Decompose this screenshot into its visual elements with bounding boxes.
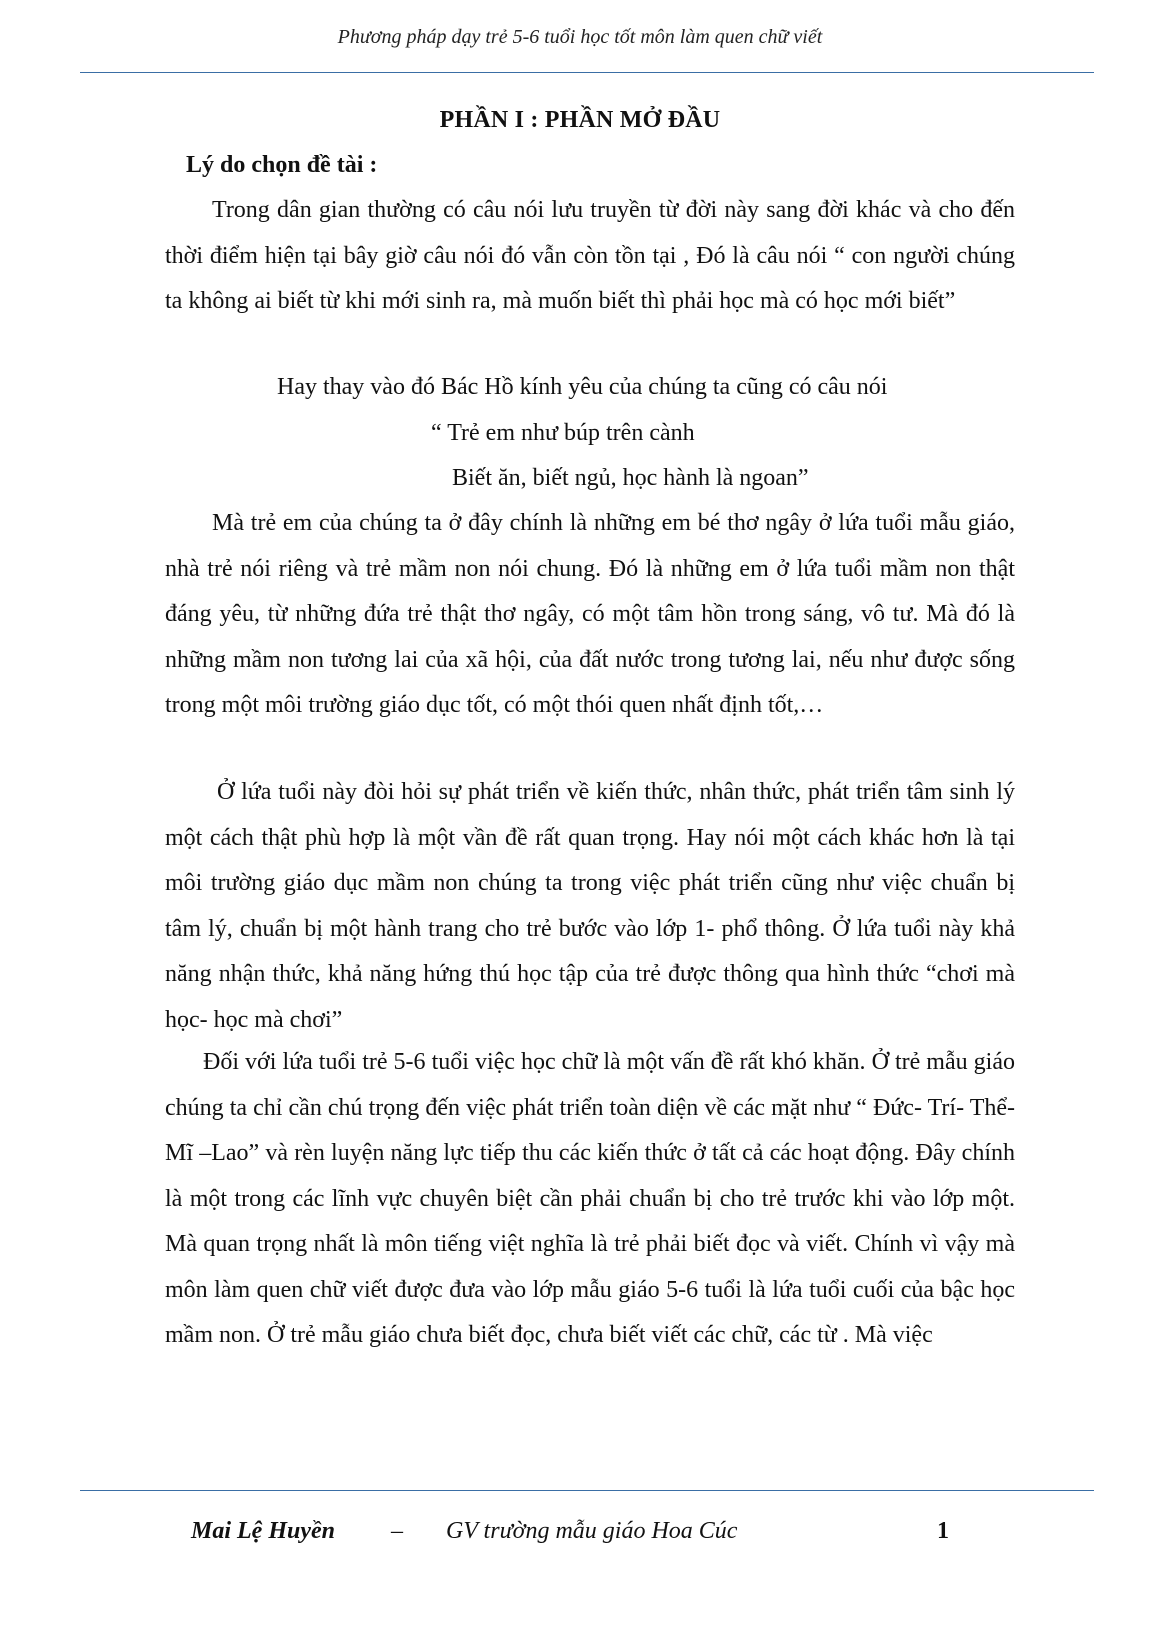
paragraph-2: Mà trẻ em của chúng ta ở đây chính là những em bé thơ ngây ở lứa tuổi mẫu giáo, nhà trẻ nói riêng và trẻ mầm non nói chung. Đó là những em ở lứa tuổi mầm non thật đáng yêu, từ những đứa trẻ thật thơ ngây, có một tâm hồn trong sáng, vô tư. Mà đó là những mầm non tương lai của xã hội, của đất nước trong tương lai, nếu như được sống trong một môi trường giáo dục tốt, có một thói quen nhất định tốt,… [165,510,1015,718]
footer-school: GV trường mẫu giáo Hoa Cúc [446,1518,738,1544]
quote-intro: Hay thay vào đó Bác Hồ kính yêu của chúng ta cũng có câu nói [277,374,888,400]
page-number: 1 [937,1518,949,1544]
section-title: PHẦN I : PHẦN MỞ ĐẦU [439,107,721,133]
footer-author: Mai Lệ Huyền [191,1518,335,1544]
paragraph-3: Ở lứa tuổi này đòi hỏi sự phát triển về kiến thức, nhân thức, phát triển tâm sinh lý một cách thật phù hợp là một vần đề rất quan trọng. Hay nói một cách khác hơn là tại môi trường giáo dục mầm non chúng ta trong việc phát triển cũng như việc chuẩn bị tâm lý, chuẩn bị một hành trang cho trẻ bước vào lớp 1- phổ thông. Ở lứa tuổi này khả năng nhận thức, khả năng hứng thú học tập của trẻ được thông qua hình thức “chơi mà học- học mà chơi” [165,779,1015,1033]
header-divider [80,72,1094,73]
quote-line-2: Biết ăn, biết ngủ, học hành là ngoan” [452,465,809,491]
quote-line-1: “ Trẻ em như búp trên cành [431,420,695,446]
paragraph-1: Trong dân gian thường có câu nói lưu truyền từ đời này sang đời khác và cho đến thời điểm hiện tại bây giờ câu nói đó vẫn còn tồn tại , Đó là câu nói “ con người chúng ta không ai biết từ khi mới sinh ra, mà muốn biết thì phải học mà có học mới biết” [165,197,1015,314]
subheading: Lý do chọn đề tài : [186,152,378,178]
footer-separator: – [391,1518,403,1544]
paragraph-4: Đối với lứa tuổi trẻ 5-6 tuổi việc học chữ là một vấn đề rất khó khăn. Ở trẻ mẫu giáo chúng ta chỉ cần chú trọng đến việc phát triển toàn diện về các mặt như “ Đức- Trí- Thể- Mĩ –Lao” và rèn luyện năng lực tiếp thu các kiến thức ở tất cả các hoạt động. Đây chính là một trong các lĩnh vực chuyên biệt cần phải chuẩn bị cho trẻ trước khi vào lớp một. Mà quan trọng nhất là môn tiếng việt nghĩa là trẻ phải biết đọc và viết. Chính vì vậy mà môn làm quen chữ viết được đưa vào lớp mẫu giáo 5-6 tuổi là lứa tuổi cuối của bậc học mầm non. Ở trẻ mẫu giáo chưa biết đọc, chưa biết viết các chữ, các từ . Mà việc [165,1049,1015,1348]
running-header: Phương pháp dạy trẻ 5-6 tuổi học tốt môn làm quen chữ viết [337,26,823,48]
footer-divider [80,1490,1094,1491]
